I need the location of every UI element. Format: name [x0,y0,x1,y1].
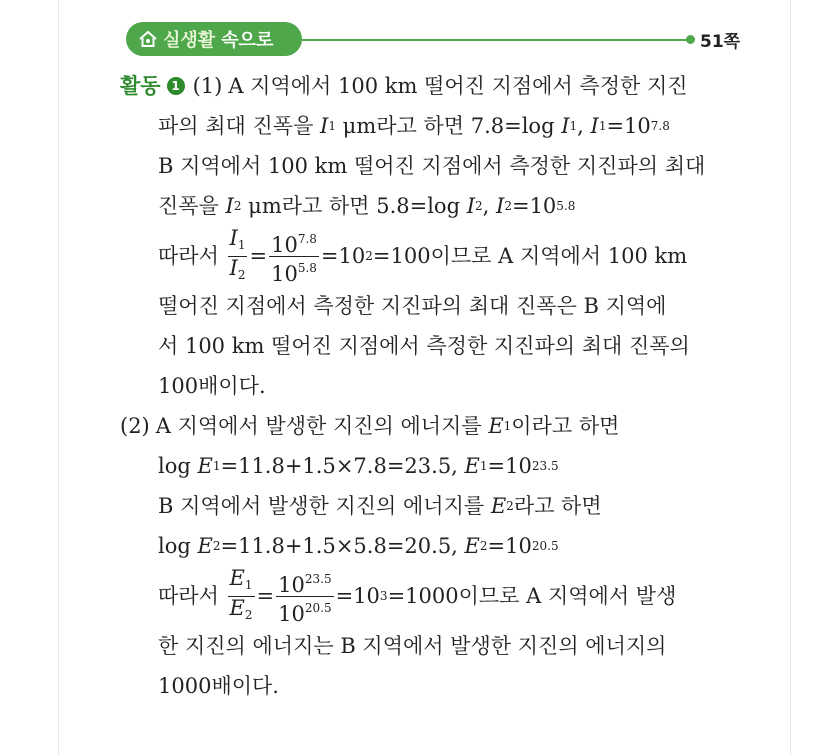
var-I: I [229,225,238,250]
p1-text: 서 100 km 떨어진 지점에서 측정한 지진파의 최대 진폭의 [158,334,690,358]
subscript: 2 [475,199,483,213]
exponent: 7.8 [650,119,670,133]
subscript: 1 [328,119,336,133]
activity-label: 활동 [120,74,161,98]
var-I: I [466,194,476,218]
p2-text: 한 지진의 에너지는 B 지역에서 발생한 지진의 에너지의 [158,634,667,658]
p2-text: =10 [487,454,532,478]
p1-text: 진폭을 [158,194,219,218]
page-left-rule [58,0,59,755]
textbook-page [120,22,760,706]
p2-text: 10 [278,572,305,597]
section-title-part1: 실생활 [163,30,216,51]
p2-text: =10 [335,584,380,608]
exponent: 2 [365,249,373,263]
var-E: E [464,454,480,478]
page-reference: 51쪽 [700,32,741,52]
subscript: 1 [598,119,607,133]
subscript: 2 [237,267,246,282]
subscript: 2 [504,199,512,213]
subscript: 2 [233,199,242,213]
exponent: 23.5 [304,571,332,586]
exponent: 20.5 [531,539,559,553]
p2-text: =11.8+1.5×5.8=20.5, [220,534,458,558]
fraction-E1-over-E2 [228,567,255,626]
p2-text: =11.8+1.5×7.8=23.5, [220,454,458,478]
p2-text: =1000이므로 A 지역에서 발생 [387,584,677,608]
p2-text: log [158,454,191,478]
subscript: 1 [237,237,246,252]
subscript: 2 [244,607,253,622]
exponent: 7.8 [297,231,317,246]
p1-text: 10 [271,232,298,257]
var-E: E [197,534,213,558]
p2-text: A 지역에서 발생한 지진의 에너지를 [155,414,482,438]
p2-line-5: 따라서 $\frac{E_1}{E_2}$ = $\frac{10^{23.5}}{10^{20.5}}$ =10 3 =1000이므로 A 지역에서 발생 [158,565,677,626]
page-right-rule [790,0,791,755]
p1-number: (1) [192,74,223,98]
p1-line-3 [120,146,760,186]
var-E: E [490,494,507,518]
p2-number: (2) [120,414,150,438]
p1-text: , [577,114,584,138]
exponent: 5.8 [297,260,317,275]
p1-line-6 [120,286,760,326]
p2-line-1 [120,406,760,446]
p1-line-1 [120,66,760,106]
p2-text: 이라고 하면 [511,414,620,438]
p2-line-6 [120,626,760,666]
subscript: 2 [212,539,221,553]
var-E: E [229,595,245,620]
fraction-I1-over-I2 [228,227,248,286]
p2-text: 따라서 [158,584,219,608]
var-I: I [561,114,570,138]
p1-line-7 [120,326,760,366]
p1-text: μm라고 하면 7.8=log [342,114,555,138]
var-E: E [488,414,504,438]
exponent: 3 [379,589,388,603]
house-icon [138,29,158,49]
var-I: I [229,255,238,280]
p1-text: =100이므로 A 지역에서 100 km [372,244,688,268]
p1-text: =10 [511,194,557,218]
p2-text: 10 [278,601,305,626]
exponent: 20.5 [304,600,332,615]
p1-text: 파의 최대 진폭을 [158,114,314,138]
exponent: 23.5 [531,459,559,473]
var-I: I [225,194,234,218]
var-I: I [320,114,329,138]
p1-text: 따라서 [158,244,219,268]
subscript: 1 [479,459,488,473]
section-title-pill [126,22,302,56]
subscript: 2 [479,539,488,553]
p1-text: A 지역에서 100 km 떨어진 지점에서 측정한 지진 [228,74,688,98]
subscript: 1 [569,119,578,133]
activity-content [120,66,760,706]
p1-line-2 [120,106,760,146]
subscript: 1 [503,419,512,433]
p1-text: 떨어진 지점에서 측정한 지진파의 최대 진폭은 B 지역에 [158,294,667,318]
p2-text: =10 [487,534,532,558]
subscript: 1 [212,459,221,473]
p2-text: 라고 하면 [513,494,602,518]
subscript: 1 [244,577,253,592]
var-E: E [229,565,245,590]
p1-text: =10 [606,114,651,138]
var-I: I [496,194,505,218]
section-title-part2: 속으로 [221,30,274,51]
var-E: E [197,454,213,478]
fraction-powers [269,228,319,285]
p1-line-8 [120,366,760,406]
p1-text: =10 [320,244,366,268]
p2-text: 1000배이다. [158,674,279,698]
p2-text: log [158,534,191,558]
header-rule-dot [686,35,695,44]
fraction-powers [276,568,333,625]
exponent: 5.8 [556,199,576,213]
activity-number-badge: 1 [167,77,185,95]
p1-text: B 지역에서 100 km 떨어진 지점에서 측정한 지진파의 최대 [158,154,706,178]
p1-text: 100배이다. [158,374,266,398]
subscript: 2 [506,499,514,513]
p2-line-4 [120,526,760,566]
p2-line-3 [120,486,760,526]
p1-line-4 [120,186,760,226]
p1-text: μm라고 하면 5.8=log [248,194,461,218]
p2-line-2 [120,446,760,486]
p2-line-7 [120,666,760,706]
p1-text: , [482,194,490,218]
var-E: E [464,534,480,558]
section-header [120,22,760,66]
p2-text: B 지역에서 발생한 지진의 에너지를 [158,494,485,518]
p1-line-5: 따라서 $\frac{I_1}{I_2}$ = $\frac{10^{7.8}}{10^{5.8}}$ =10 2 =100이므로 A 지역에서 100 km [158,225,688,286]
p1-text: 10 [271,261,298,286]
var-I: I [590,114,599,138]
header-rule [302,39,690,41]
